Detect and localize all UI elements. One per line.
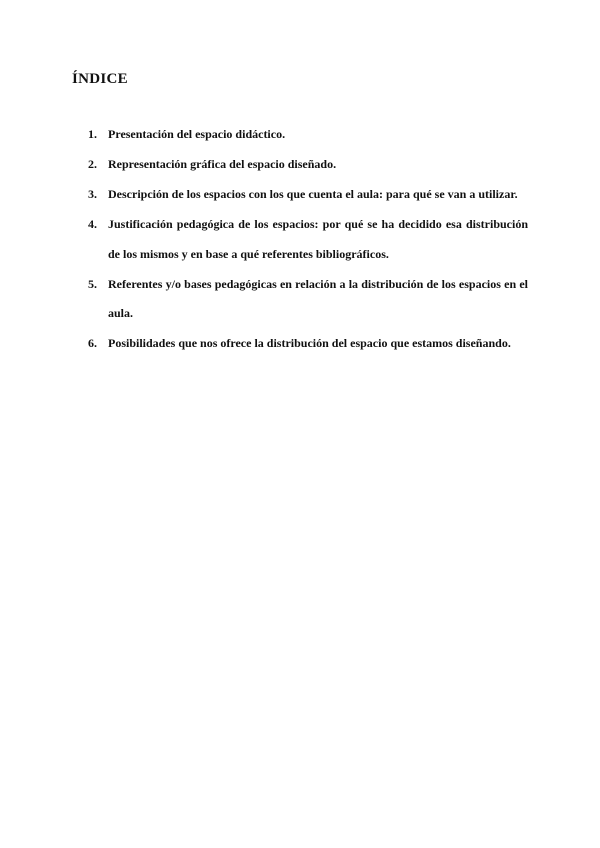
- toc-item-3: [88, 180, 528, 210]
- toc-item-text: Justificación pedagógica de los espacios: por qué se ha decidido esa distribución de los mismos y en base a qué referentes bibliográficos.: [108, 217, 528, 261]
- toc-item-text: Representación gráfica del espacio diseñado.: [108, 157, 337, 171]
- toc-item-text: Referentes y/o bases pedagógicas en relación a la distribución de los espacios en el aula.: [108, 276, 528, 320]
- toc-item-5: [88, 270, 528, 329]
- toc-item-number: 6.: [88, 336, 97, 350]
- toc-item-text: Descripción de los espacios con los que cuenta el aula: para qué se van a utilizar.: [108, 187, 518, 201]
- toc-item-text: Presentación del espacio didáctico.: [108, 127, 286, 141]
- toc-item-number: 5.: [88, 276, 97, 291]
- toc-item-number: 3.: [88, 187, 97, 201]
- toc-item-number: 4.: [88, 217, 97, 231]
- toc-item-4: [88, 210, 528, 269]
- toc-item-number: 2.: [88, 157, 97, 171]
- toc-item-text: Posibilidades que nos ofrece la distribución del espacio que estamos diseñando.: [108, 336, 511, 350]
- toc-item-1: [88, 120, 528, 150]
- toc-item-2: [88, 150, 528, 180]
- toc-item-number: 1.: [88, 127, 97, 141]
- table-of-contents: [88, 120, 528, 359]
- page-title: ÍNDICE: [72, 71, 128, 87]
- toc-item-6: [88, 329, 528, 359]
